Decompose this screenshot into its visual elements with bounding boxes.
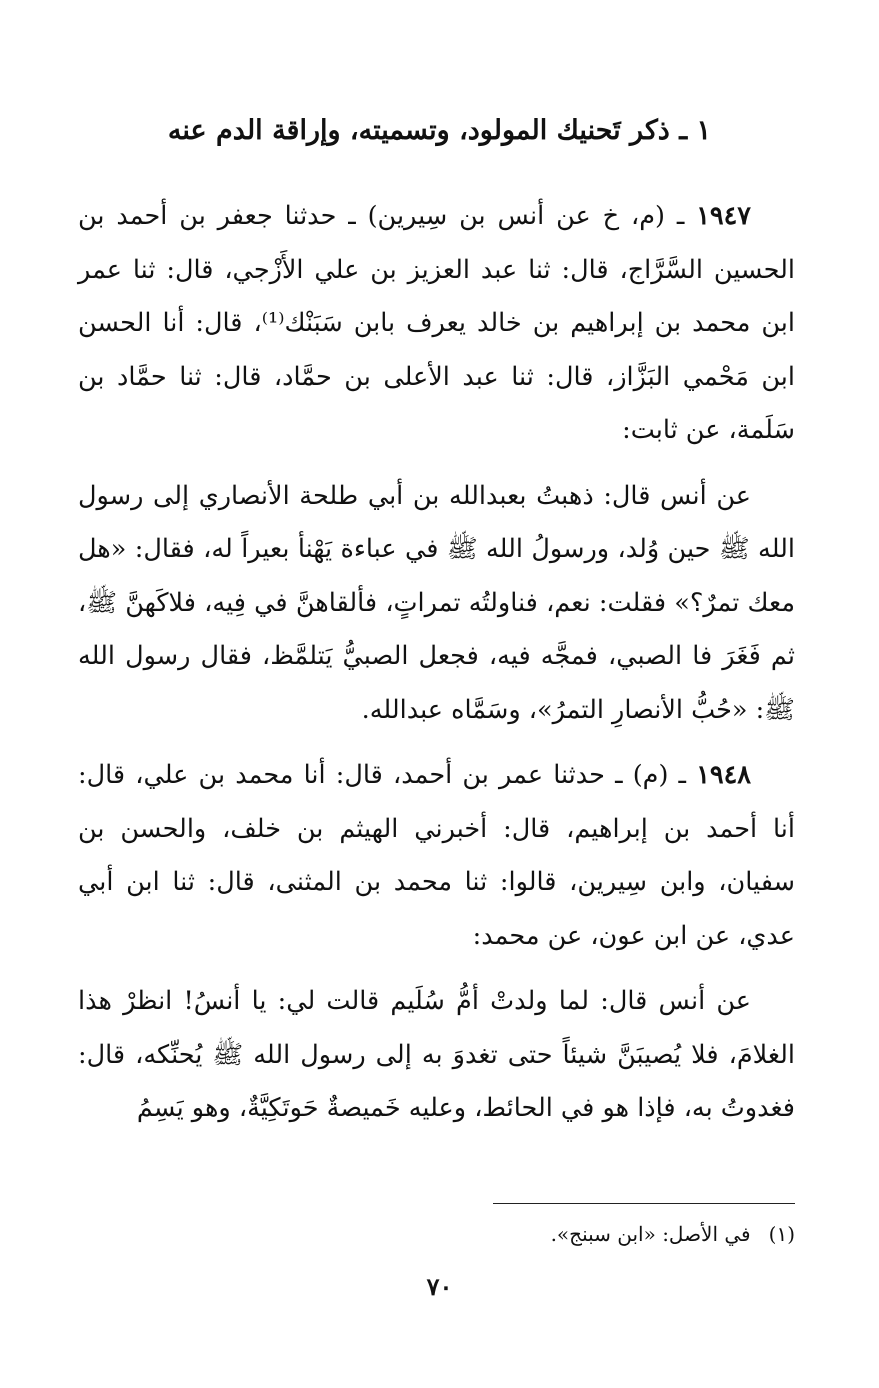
hadith-1948-matn-paragraph: عن أنس قال: لما ولدتْ أمُّ سُلَيم قالت لي: يا أنسُ! انظرْ هذا الغلامَ، فلا يُصيبَنَّ شيئاً حتى تغدوَ به إلى رسول الله ﷺ يُحنِّكه، قال: فغدوتُ به، فإذا هو في الحائط، وعليه خَميصةٌ حَوتَكِيَّةٌ، وهو يَسِمُ	[78, 986, 795, 1123]
footnote-divider	[493, 1203, 795, 1204]
footnote-marker: (١)	[768, 1222, 795, 1246]
footnote	[80, 1216, 795, 1252]
hadith-1947-matn-paragraph: عن أنس قال: ذهبتُ بعبدالله بن أبي طلحة الأنصاري إلى رسول الله ﷺ حين وُلد، ورسولُ الله ﷺ في عباءة يَهْنأ بعيراً له، فقال: «هل معك تمرٌ؟» فقلت: نعم، فناولتُه تمراتٍ، فألقاهنَّ في فِيه، فلاكَهنَّ ﷺ، ثم فَغَرَ فا الصبي، فمجَّه فيه، فجعل الصبيُّ يَتلمَّظ، فقال رسول الله ﷺ: «حُبُّ الأنصارِ التمرُ»، وسَمَّاه عبدالله.	[78, 480, 795, 725]
hadith-isnad-text: ـ (م) ـ حدثنا عمر بن أحمد، قال: أنا محمد بن علي، قال: أنا أحمد بن إبراهيم، قال: أخبرني الهيثم بن خلف، والحسن بن سفيان، وابن سِيرين، قالوا: ثنا محمد بن المثنى، قال: ثنا ابن أبي عدي، عن ابن عون، عن محمد:	[78, 760, 795, 951]
page-number: ٧٠	[426, 1272, 453, 1301]
chapter-title: ١ ـ ذكر تَحنيك المولود، وتسميته، وإراقة الدم عنه	[167, 115, 712, 146]
page-body	[78, 190, 795, 1136]
hadith-1947-isnad-paragraph	[78, 190, 795, 458]
hadith-isnad-text: ـ (م، خ عن أنس بن سِيرين) ـ حدثنا جعفر بن أحمد بن الحسين السَّرَّاج، قال: ثنا عبد العزيز بن علي الأَزْجي، قال: ثنا عمر ابن محمد بن إبراهيم بن خالد يعرف بابن سَبَنْك⁽¹⁾، قال: أنا الحسن ابن مَحْمي البَزَّاز، قال: ثنا عبد الأعلى بن حمَّاد، قال: ثنا حمَّاد بن سَلَمة، عن ثابت:	[78, 201, 795, 445]
hadith-number: ١٩٤٧	[696, 201, 751, 231]
footnote-text: في الأصل: «ابن سبنج».	[550, 1222, 751, 1246]
hadith-number: ١٩٤٨	[696, 760, 751, 790]
hadith-1948-isnad-paragraph	[78, 749, 795, 963]
